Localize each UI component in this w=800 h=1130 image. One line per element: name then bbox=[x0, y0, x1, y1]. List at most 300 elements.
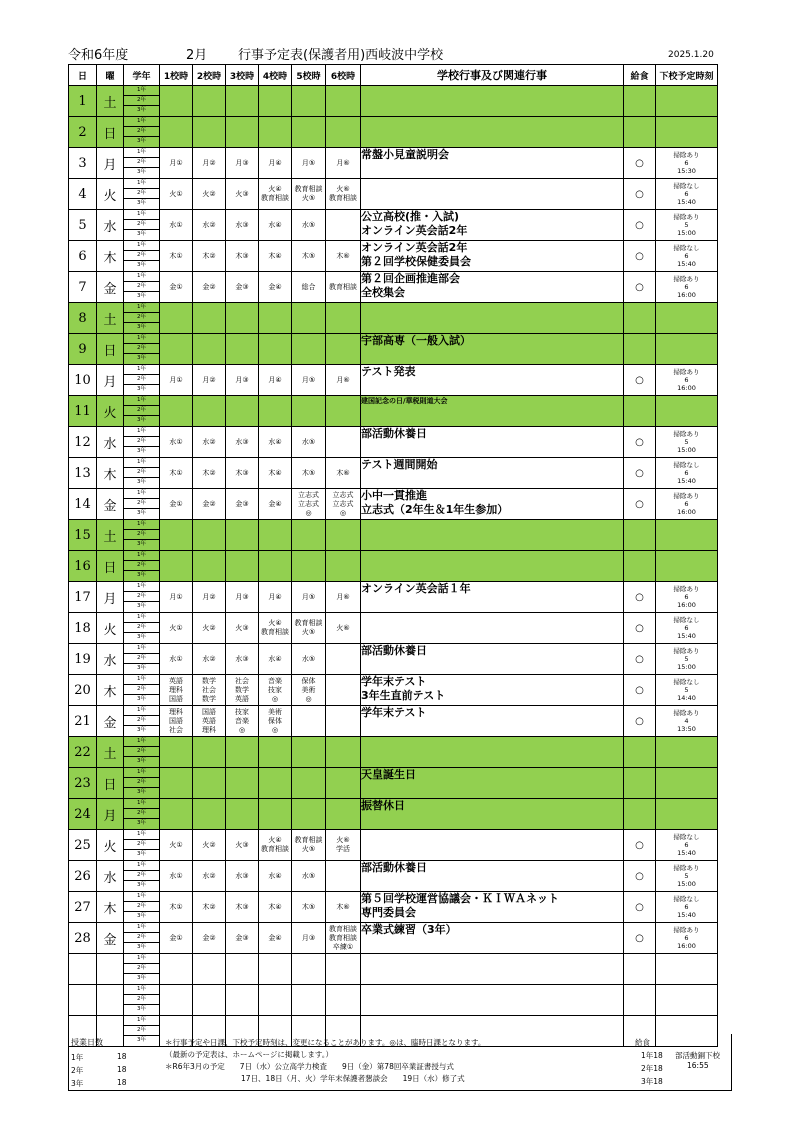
day-row bbox=[69, 582, 718, 613]
grade-labels-cell bbox=[124, 923, 160, 954]
period-cell: 木① bbox=[160, 892, 193, 923]
dismissal-cell: 掃除なし 5 14:40 bbox=[656, 675, 718, 706]
dismissal-cell bbox=[656, 396, 718, 427]
month-label: 2月 bbox=[186, 48, 208, 63]
period-cell: 月② bbox=[193, 148, 226, 179]
period-cell: 金② bbox=[193, 489, 226, 520]
weekday-cell: 月 bbox=[97, 582, 124, 613]
event-cell: 小中一貫推進 立志式（2年生＆1年生参加） bbox=[361, 489, 624, 520]
period-cell bbox=[160, 799, 193, 830]
period-cell: 木② bbox=[193, 892, 226, 923]
grade-label: 3年 bbox=[137, 262, 146, 268]
period-cell bbox=[259, 768, 292, 799]
dismissal-cell bbox=[656, 86, 718, 117]
lunch-cell bbox=[624, 520, 656, 551]
period-cell: 月⑤ bbox=[292, 582, 326, 613]
grade-label: 2年 bbox=[124, 871, 159, 881]
period-cell bbox=[259, 86, 292, 117]
col-header: 5校時 bbox=[292, 65, 326, 86]
weekday-cell: 火 bbox=[97, 396, 124, 427]
day-row bbox=[69, 861, 718, 892]
period-cell bbox=[292, 799, 326, 830]
grade-labels-cell bbox=[124, 644, 160, 675]
grade-label: 1年 bbox=[124, 179, 159, 189]
period-cell bbox=[193, 334, 226, 365]
grade-label: 1年 bbox=[124, 706, 159, 716]
grade-labels-cell bbox=[124, 427, 160, 458]
period-cell: 月④ bbox=[259, 365, 292, 396]
day-row bbox=[69, 489, 718, 520]
period-cell bbox=[326, 768, 361, 799]
lunch-cell: ○ bbox=[624, 582, 656, 613]
period-cell bbox=[326, 861, 361, 892]
lunch-cell: ○ bbox=[624, 892, 656, 923]
period-cell bbox=[226, 334, 259, 365]
period-cell: 水③ bbox=[226, 861, 259, 892]
grade-label: 1年 bbox=[124, 148, 159, 158]
day-row bbox=[69, 272, 718, 303]
period-cell bbox=[160, 985, 193, 1016]
event-cell bbox=[361, 303, 624, 334]
period-cell: 月③ bbox=[226, 365, 259, 396]
grade-labels-cell bbox=[124, 706, 160, 737]
event-cell bbox=[361, 613, 624, 644]
period-cell: 月③ bbox=[226, 148, 259, 179]
grade-label: 3年 bbox=[137, 634, 146, 640]
date-cell: 17 bbox=[69, 582, 97, 613]
period-cell: 木⑤ bbox=[292, 458, 326, 489]
period-cell: 水① bbox=[160, 644, 193, 675]
grade-label: 2年 bbox=[124, 840, 159, 850]
grade-label: 1年 bbox=[124, 644, 159, 654]
event-cell: テスト発表 bbox=[361, 365, 624, 396]
period-cell: 水⑤ bbox=[292, 210, 326, 241]
grade-label: 2年 bbox=[124, 96, 159, 106]
lesson-days-value: 18 bbox=[117, 1065, 127, 1074]
grade-label: 1年 bbox=[124, 334, 159, 344]
grade-label: 1年 bbox=[124, 768, 159, 778]
event-cell bbox=[361, 737, 624, 768]
grade-label: 1年 bbox=[124, 892, 159, 902]
grade-label: 3年 bbox=[137, 355, 146, 361]
period-cell: 教育相談 bbox=[326, 272, 361, 303]
dismissal-cell: 掃除なし 6 15:40 bbox=[656, 892, 718, 923]
weekday-cell: 木 bbox=[97, 241, 124, 272]
day-row bbox=[69, 799, 718, 830]
dismissal-cell: 掃除なし 6 15:40 bbox=[656, 241, 718, 272]
grade-label: 2年 bbox=[124, 282, 159, 292]
event-cell: 天皇誕生日 bbox=[361, 768, 624, 799]
col-header: 下校予定時刻 bbox=[656, 65, 718, 86]
date-cell: 11 bbox=[69, 396, 97, 427]
period-cell bbox=[160, 737, 193, 768]
grade-labels-cell bbox=[124, 303, 160, 334]
period-cell bbox=[326, 210, 361, 241]
day-row bbox=[69, 365, 718, 396]
grade-label: 2年 bbox=[124, 344, 159, 354]
grade-label: 2年 bbox=[124, 127, 159, 137]
lesson-days-grade: 2年 bbox=[71, 1066, 84, 1075]
period-cell: 木① bbox=[160, 458, 193, 489]
grade-labels-cell bbox=[124, 179, 160, 210]
period-cell: 月④ bbox=[259, 148, 292, 179]
period-cell bbox=[326, 644, 361, 675]
grade-labels-cell bbox=[124, 613, 160, 644]
period-cell: 水③ bbox=[226, 210, 259, 241]
day-row bbox=[69, 148, 718, 179]
grade-label: 2年 bbox=[124, 747, 159, 757]
dismissal-cell: 掃除なし 6 15:40 bbox=[656, 458, 718, 489]
period-cell bbox=[326, 706, 361, 737]
date-cell: 2 bbox=[69, 117, 97, 148]
grade-labels-cell bbox=[124, 458, 160, 489]
date-cell: 20 bbox=[69, 675, 97, 706]
lesson-days-value: 18 bbox=[117, 1052, 127, 1061]
event-cell: 振替休日 bbox=[361, 799, 624, 830]
col-header: 日 bbox=[69, 65, 97, 86]
period-cell bbox=[193, 303, 226, 334]
day-row bbox=[69, 117, 718, 148]
lunch-label: 給食 bbox=[635, 1038, 650, 1047]
period-cell bbox=[292, 520, 326, 551]
period-cell: 火① bbox=[160, 830, 193, 861]
day-row bbox=[69, 892, 718, 923]
period-cell: 水④ bbox=[259, 427, 292, 458]
lunch-cell: ○ bbox=[624, 489, 656, 520]
period-cell bbox=[259, 303, 292, 334]
note-homepage: （最新の予定表は、ホームページに掲載します。） bbox=[165, 1050, 333, 1059]
lunch-cell: ○ bbox=[624, 272, 656, 303]
grade-label: 1年 bbox=[124, 737, 159, 747]
weekday-cell: 金 bbox=[97, 272, 124, 303]
period-cell bbox=[292, 117, 326, 148]
day-row bbox=[69, 86, 718, 117]
grade-label: 1年 bbox=[124, 117, 159, 127]
col-header: 4校時 bbox=[259, 65, 292, 86]
period-cell bbox=[259, 737, 292, 768]
grade-label: 3年 bbox=[137, 975, 146, 981]
grade-label: 1年 bbox=[124, 954, 159, 964]
lunch-cell: ○ bbox=[624, 830, 656, 861]
fiscal-year: 令和6年度 bbox=[68, 48, 129, 63]
grade-labels-cell bbox=[124, 861, 160, 892]
event-cell bbox=[361, 954, 624, 985]
grade-label: 3年 bbox=[137, 107, 146, 113]
lunch-cell: ○ bbox=[624, 644, 656, 675]
grade-labels-cell bbox=[124, 954, 160, 985]
event-cell: 第５回学校運営協議会・ＫＩＷＡネット 専門委員会 bbox=[361, 892, 624, 923]
event-cell: 宇部高専（一般入試） bbox=[361, 334, 624, 365]
grade-label: 2年 bbox=[124, 995, 159, 1005]
period-cell: 火④ 教育相談 bbox=[259, 613, 292, 644]
grade-label: 1年 bbox=[124, 582, 159, 592]
lunch-cell bbox=[624, 768, 656, 799]
schedule-body bbox=[69, 86, 718, 1047]
grade-label: 2年 bbox=[124, 964, 159, 974]
event-cell bbox=[361, 179, 624, 210]
weekday-cell: 木 bbox=[97, 892, 124, 923]
grade-label: 3年 bbox=[137, 789, 146, 795]
lesson-days-value: 18 bbox=[117, 1078, 127, 1087]
period-cell bbox=[160, 551, 193, 582]
lunch-cell: ○ bbox=[624, 210, 656, 241]
weekday-cell: 日 bbox=[97, 117, 124, 148]
grade-label: 3年 bbox=[137, 1006, 146, 1012]
period-cell bbox=[259, 396, 292, 427]
grade-label: 1年 bbox=[124, 520, 159, 530]
period-cell: 金② bbox=[193, 923, 226, 954]
day-row bbox=[69, 520, 718, 551]
period-cell: 火⑥ 学活 bbox=[326, 830, 361, 861]
period-cell: 月② bbox=[193, 582, 226, 613]
period-cell: 水⑤ bbox=[292, 644, 326, 675]
weekday-cell: 木 bbox=[97, 458, 124, 489]
dismissal-cell bbox=[656, 768, 718, 799]
dismissal-cell: 掃除あり 4 13:50 bbox=[656, 706, 718, 737]
lunch-count: 3年18 bbox=[641, 1077, 663, 1086]
grade-labels-cell bbox=[124, 365, 160, 396]
grade-label: 1年 bbox=[124, 830, 159, 840]
grade-label: 3年 bbox=[137, 324, 146, 330]
weekday-cell: 木 bbox=[97, 675, 124, 706]
grade-label: 1年 bbox=[124, 861, 159, 871]
event-cell bbox=[361, 551, 624, 582]
lunch-cell: ○ bbox=[624, 241, 656, 272]
period-cell: 水④ bbox=[259, 644, 292, 675]
period-cell bbox=[259, 520, 292, 551]
date-cell: 7 bbox=[69, 272, 97, 303]
grade-label: 3年 bbox=[137, 696, 146, 702]
dismissal-cell: 掃除あり 5 15:00 bbox=[656, 210, 718, 241]
grade-labels-cell bbox=[124, 117, 160, 148]
period-cell bbox=[193, 396, 226, 427]
grade-label: 1年 bbox=[124, 1016, 159, 1026]
period-cell bbox=[326, 985, 361, 1016]
period-cell bbox=[193, 954, 226, 985]
period-cell bbox=[292, 768, 326, 799]
period-cell: 水⑤ bbox=[292, 427, 326, 458]
grade-label: 3年 bbox=[137, 572, 146, 578]
grade-label: 2年 bbox=[124, 685, 159, 695]
dismissal-cell: 掃除あり 5 15:00 bbox=[656, 644, 718, 675]
period-cell: 木⑤ bbox=[292, 892, 326, 923]
date-cell: 16 bbox=[69, 551, 97, 582]
date-cell: 8 bbox=[69, 303, 97, 334]
col-header: 曜 bbox=[97, 65, 124, 86]
day-row bbox=[69, 210, 718, 241]
grade-label: 2年 bbox=[124, 716, 159, 726]
grade-labels-cell bbox=[124, 737, 160, 768]
period-cell bbox=[292, 86, 326, 117]
col-header: 学校行事及び関連行事 bbox=[361, 65, 624, 86]
date-cell: 26 bbox=[69, 861, 97, 892]
period-cell: 月④ bbox=[259, 582, 292, 613]
period-cell bbox=[292, 985, 326, 1016]
period-cell: 木④ bbox=[259, 458, 292, 489]
period-cell: 理科 国語 社会 bbox=[160, 706, 193, 737]
date-cell: 24 bbox=[69, 799, 97, 830]
period-cell: 火④ 教育相談 bbox=[259, 830, 292, 861]
event-cell: 常盤小見童説明会 bbox=[361, 148, 624, 179]
period-cell: 水④ bbox=[259, 210, 292, 241]
period-cell: 木⑥ bbox=[326, 241, 361, 272]
day-row bbox=[69, 334, 718, 365]
period-cell bbox=[292, 706, 326, 737]
grade-labels-cell bbox=[124, 768, 160, 799]
weekday-cell: 水 bbox=[97, 644, 124, 675]
period-cell: 金④ bbox=[259, 489, 292, 520]
weekday-cell bbox=[97, 954, 124, 985]
grade-label: 1年 bbox=[124, 551, 159, 561]
period-cell: 月② bbox=[193, 365, 226, 396]
dismissal-cell: 掃除あり 6 15:30 bbox=[656, 148, 718, 179]
dismissal-cell: 掃除あり 6 16:00 bbox=[656, 272, 718, 303]
period-cell: 教育相談 火⑤ bbox=[292, 613, 326, 644]
period-cell: 木② bbox=[193, 458, 226, 489]
period-cell: 火⑥ bbox=[326, 613, 361, 644]
period-cell: 立志式 立志式 ◎ bbox=[292, 489, 326, 520]
event-cell: 第２回企画推進部会 全校集会 bbox=[361, 272, 624, 303]
period-cell bbox=[226, 737, 259, 768]
grade-label: 3年 bbox=[137, 758, 146, 764]
grade-label: 1年 bbox=[124, 613, 159, 623]
period-cell: 音楽 技家 ◎ bbox=[259, 675, 292, 706]
grade-label: 3年 bbox=[137, 510, 146, 516]
dismissal-cell bbox=[656, 303, 718, 334]
date-cell bbox=[69, 985, 97, 1016]
lunch-count: 2年18 bbox=[641, 1064, 663, 1073]
grade-label: 3年 bbox=[137, 293, 146, 299]
period-cell: 金③ bbox=[226, 923, 259, 954]
period-cell: 金④ bbox=[259, 272, 292, 303]
period-cell bbox=[326, 117, 361, 148]
period-cell bbox=[160, 954, 193, 985]
period-cell: 月⑤ bbox=[292, 148, 326, 179]
dismissal-cell bbox=[656, 799, 718, 830]
lunch-cell: ○ bbox=[624, 365, 656, 396]
day-row bbox=[69, 427, 718, 458]
period-cell: 火① bbox=[160, 613, 193, 644]
grade-label: 3年 bbox=[137, 944, 146, 950]
weekday-cell: 日 bbox=[97, 334, 124, 365]
lunch-cell: ○ bbox=[624, 427, 656, 458]
col-header: 3校時 bbox=[226, 65, 259, 86]
day-row bbox=[69, 985, 718, 1016]
day-row bbox=[69, 303, 718, 334]
period-cell bbox=[160, 86, 193, 117]
lunch-cell bbox=[624, 334, 656, 365]
grade-label: 2年 bbox=[124, 778, 159, 788]
period-cell: 木④ bbox=[259, 892, 292, 923]
dismissal-cell bbox=[656, 954, 718, 985]
lunch-cell: ○ bbox=[624, 861, 656, 892]
grade-label: 1年 bbox=[124, 923, 159, 933]
grade-label: 2年 bbox=[124, 468, 159, 478]
period-cell: 水① bbox=[160, 861, 193, 892]
date-cell: 23 bbox=[69, 768, 97, 799]
grade-label: 3年 bbox=[137, 231, 146, 237]
lesson-days-grade: 1年 bbox=[71, 1053, 84, 1062]
period-cell bbox=[326, 303, 361, 334]
event-cell bbox=[361, 830, 624, 861]
period-cell bbox=[259, 551, 292, 582]
weekday-cell: 火 bbox=[97, 613, 124, 644]
day-row bbox=[69, 706, 718, 737]
period-cell bbox=[193, 737, 226, 768]
grade-label: 1年 bbox=[124, 799, 159, 809]
grade-label: 3年 bbox=[137, 882, 146, 888]
dismissal-cell bbox=[656, 334, 718, 365]
day-row bbox=[69, 551, 718, 582]
period-cell: 月⑥ bbox=[326, 582, 361, 613]
dismissal-cell: 掃除あり 5 15:00 bbox=[656, 427, 718, 458]
period-cell: 火③ bbox=[226, 179, 259, 210]
period-cell bbox=[226, 954, 259, 985]
grade-label: 2年 bbox=[124, 933, 159, 943]
period-cell: 金③ bbox=[226, 489, 259, 520]
grade-labels-cell bbox=[124, 272, 160, 303]
period-cell bbox=[193, 551, 226, 582]
grade-label: 3年 bbox=[137, 417, 146, 423]
period-cell: 木⑥ bbox=[326, 458, 361, 489]
grade-labels-cell bbox=[124, 86, 160, 117]
grade-label: 2年 bbox=[124, 623, 159, 633]
period-cell: 月① bbox=[160, 365, 193, 396]
event-cell: 部活動休養日 bbox=[361, 861, 624, 892]
grade-labels-cell bbox=[124, 210, 160, 241]
event-cell: オンライン英会話１年 bbox=[361, 582, 624, 613]
period-cell: 総合 bbox=[292, 272, 326, 303]
lunch-cell bbox=[624, 551, 656, 582]
event-cell: 学年末テスト 3年生直前テスト bbox=[361, 675, 624, 706]
period-cell: 木⑥ bbox=[326, 892, 361, 923]
grade-label: 1年 bbox=[124, 365, 159, 375]
dismissal-cell: 掃除あり 6 16:00 bbox=[656, 365, 718, 396]
weekday-cell bbox=[97, 985, 124, 1016]
period-cell bbox=[326, 675, 361, 706]
date-cell: 18 bbox=[69, 613, 97, 644]
grade-label: 3年 bbox=[137, 541, 146, 547]
weekday-cell: 金 bbox=[97, 489, 124, 520]
dismissal-cell: 掃除あり 5 15:00 bbox=[656, 861, 718, 892]
grade-labels-cell bbox=[124, 551, 160, 582]
grade-label: 3年 bbox=[137, 820, 146, 826]
event-cell: 卒業式練習（3年） bbox=[361, 923, 624, 954]
grade-label: 3年 bbox=[137, 138, 146, 144]
period-cell: 水⑤ bbox=[292, 861, 326, 892]
date-cell: 22 bbox=[69, 737, 97, 768]
period-cell bbox=[160, 303, 193, 334]
period-cell bbox=[226, 303, 259, 334]
period-cell bbox=[326, 737, 361, 768]
event-cell: テスト週間開始 bbox=[361, 458, 624, 489]
dismissal-cell: 掃除あり 6 16:00 bbox=[656, 923, 718, 954]
period-cell bbox=[193, 985, 226, 1016]
period-cell: 水④ bbox=[259, 861, 292, 892]
period-cell: 月⑥ bbox=[326, 365, 361, 396]
day-row bbox=[69, 241, 718, 272]
period-cell bbox=[226, 768, 259, 799]
day-row bbox=[69, 644, 718, 675]
period-cell bbox=[226, 117, 259, 148]
day-row bbox=[69, 737, 718, 768]
grade-label: 1年 bbox=[124, 427, 159, 437]
event-cell: 部活動休養日 bbox=[361, 427, 624, 458]
period-cell bbox=[226, 551, 259, 582]
period-cell bbox=[160, 520, 193, 551]
header-row bbox=[69, 65, 718, 86]
period-cell: 木③ bbox=[226, 241, 259, 272]
